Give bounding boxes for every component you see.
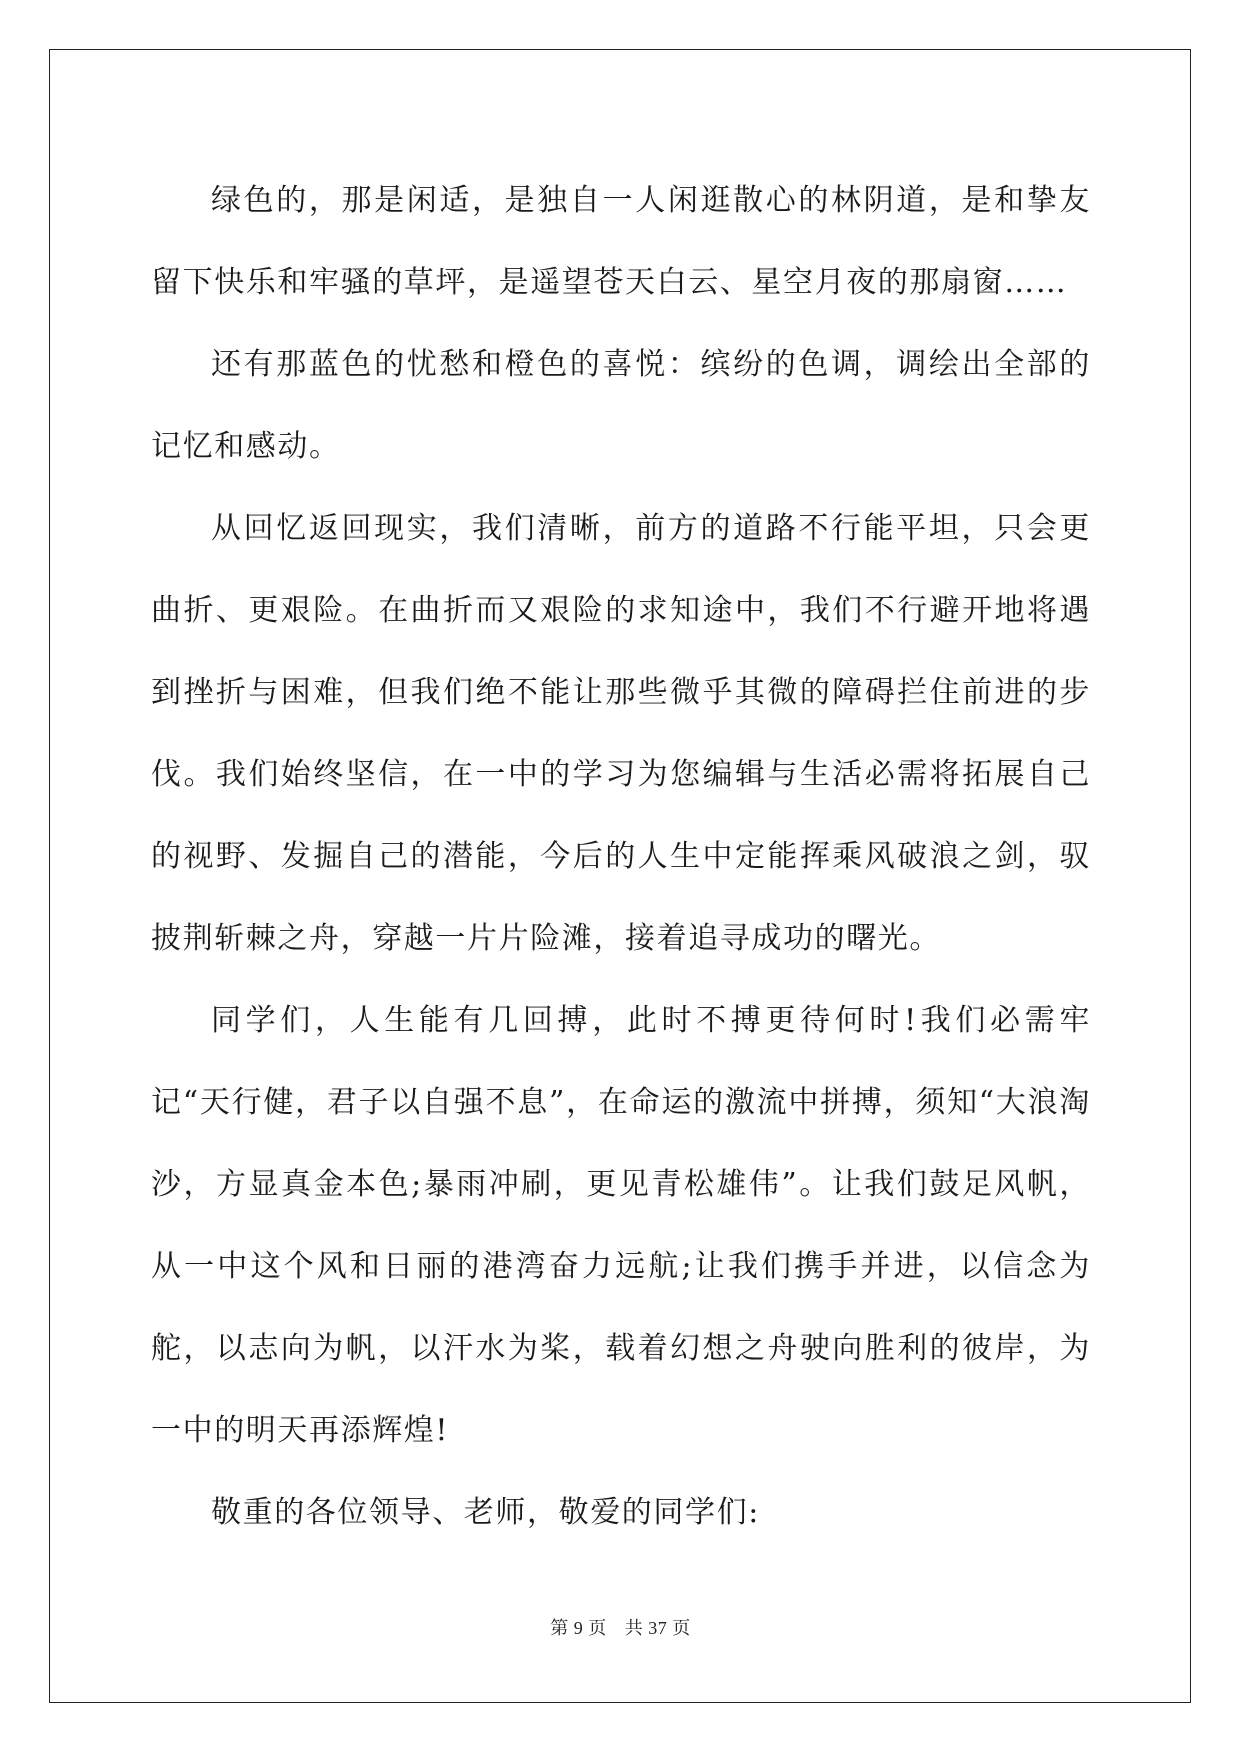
- paragraph: 敬重的各位领导、老师，敬爱的同学们:: [211, 1495, 760, 1530]
- page-number: 第 9 页: [550, 1618, 607, 1638]
- paragraph: 同学们，人生能有几回搏，此时不搏更待何时!我们必需牢记“天行健，君子以自强不息”，在命运的激流中拼搏，须知“大浪淘沙，方显真金本色;暴雨冲刷，更见青松雄伟”。让我们鼓足风帆，从一中这个风和日丽的港湾奋力远航;让我们携手并进，以信念为舵，以志向为帆，以汗水为桨，载着幻想之舟驶向胜利的彼岸，为一中的明天再添辉煌!: [151, 1003, 1091, 1448]
- paragraph: 绿色的，那是闲适，是独自一人闲逛散心的林阴道，是和挚友留下快乐和牢骚的草坪，是遥望苍天白云、星空月夜的那扇窗……: [151, 183, 1091, 300]
- page-footer: [0, 1614, 1241, 1640]
- page-total: 共 37 页: [624, 1618, 691, 1638]
- document-body: [151, 160, 1091, 1554]
- paragraph: 从回忆返回现实，我们清晰，前方的道路不行能平坦，只会更曲折、更艰险。在曲折而又艰险的求知途中，我们不行避开地将遇到挫折与困难，但我们绝不能让那些微乎其微的障碍拦住前进的步伐。我们始终坚信，在一中的学习为您编辑与生活必需将拓展自己的视野、发掘自己的潜能，今后的人生中定能挥乘风破浪之剑，驭披荆斩棘之舟，穿越一片片险滩，接着追寻成功的曙光。: [151, 511, 1091, 956]
- paragraph: 还有那蓝色的忧愁和橙色的喜悦：缤纷的色调，调绘出全部的记忆和感动。: [151, 347, 1091, 464]
